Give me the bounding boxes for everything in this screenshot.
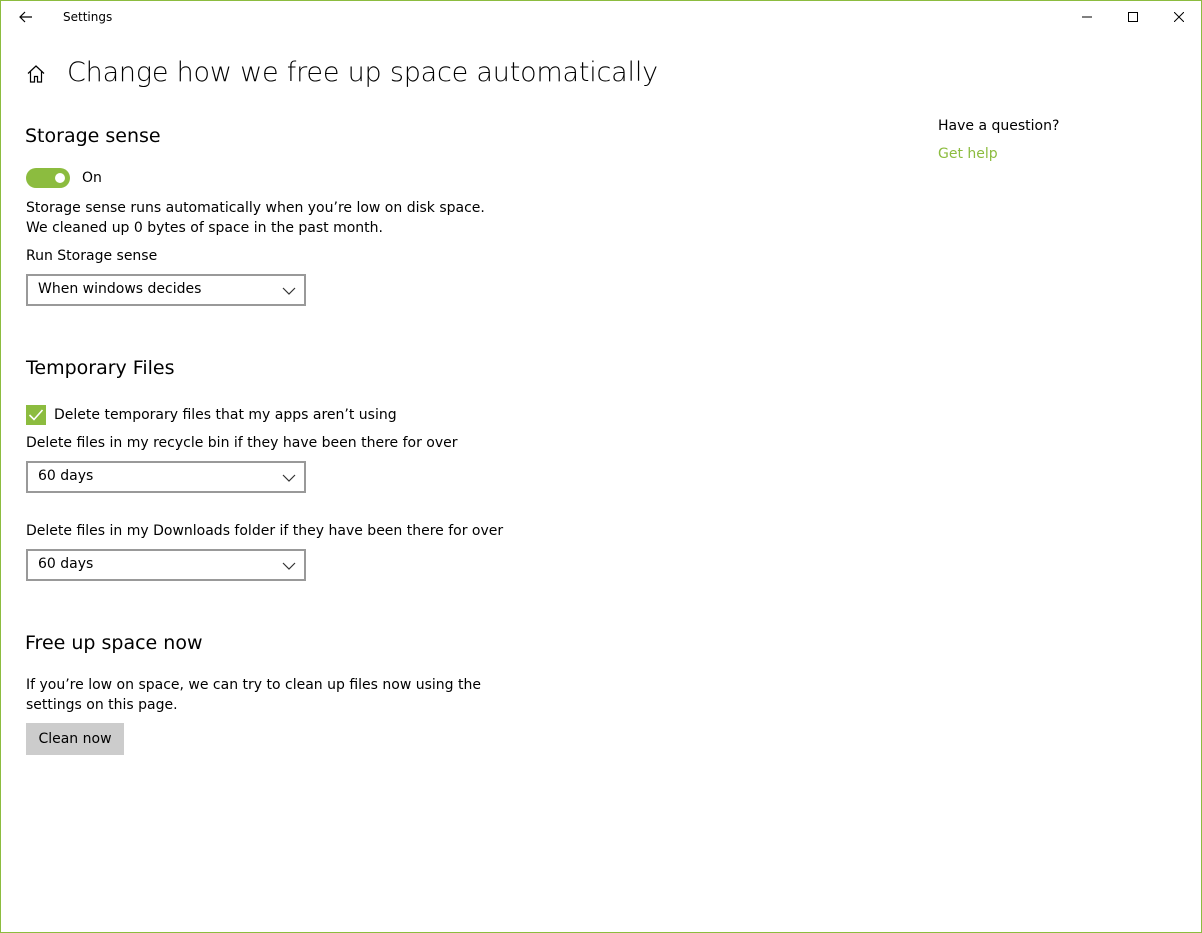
- recycle-bin-dropdown[interactable]: [26, 461, 306, 493]
- maximize-button[interactable]: [1110, 1, 1156, 33]
- clean-now-button[interactable]: Clean now: [26, 723, 124, 755]
- run-storage-sense-dropdown[interactable]: [26, 274, 306, 306]
- chevron-down-icon: [282, 284, 296, 298]
- run-storage-sense-label: Run Storage sense: [26, 248, 158, 264]
- maximize-icon: [1128, 12, 1138, 22]
- delete-temp-files-label: Delete temporary files that my apps aren’t using: [54, 407, 397, 423]
- downloads-dropdown[interactable]: [26, 549, 306, 581]
- minimize-icon: [1082, 12, 1092, 22]
- app-title: Settings: [63, 10, 113, 24]
- free-up-description-1: If you’re low on space, we can try to clean up files now using the: [26, 677, 481, 693]
- get-help-link[interactable]: Get help: [938, 146, 998, 162]
- back-button[interactable]: [9, 1, 43, 33]
- page-title: Change how we free up space automatically: [67, 57, 658, 88]
- title-bar: [1, 1, 1201, 33]
- storage-sense-description-1: Storage sense runs automatically when you’re low on disk space.: [26, 200, 485, 216]
- free-up-description-2: settings on this page.: [26, 697, 178, 713]
- chevron-down-icon: [282, 471, 296, 485]
- storage-sense-toggle[interactable]: [26, 168, 70, 188]
- minimize-button[interactable]: [1064, 1, 1110, 33]
- free-up-space-heading: Free up space now: [25, 632, 203, 654]
- close-button[interactable]: [1156, 1, 1202, 33]
- home-button[interactable]: [23, 61, 49, 87]
- back-arrow-icon: [19, 11, 33, 23]
- recycle-bin-label: Delete files in my recycle bin if they have been there for over: [26, 435, 458, 451]
- storage-sense-description-2: We cleaned up 0 bytes of space in the past month.: [26, 220, 383, 236]
- toggle-knob: [55, 173, 65, 183]
- downloads-value: 60 days: [38, 556, 94, 572]
- close-icon: [1174, 12, 1184, 22]
- temporary-files-heading: Temporary Files: [26, 357, 175, 379]
- home-icon: [26, 64, 46, 84]
- checkmark-icon: [28, 408, 44, 422]
- toggle-state-label: On: [82, 170, 102, 186]
- delete-temp-files-checkbox[interactable]: [26, 405, 46, 425]
- chevron-down-icon: [282, 559, 296, 573]
- storage-sense-heading: Storage sense: [25, 125, 161, 147]
- recycle-bin-value: 60 days: [38, 468, 94, 484]
- run-storage-sense-value: When windows decides: [38, 281, 202, 297]
- downloads-label: Delete files in my Downloads folder if they have been there for over: [26, 523, 504, 539]
- help-question: Have a question?: [938, 118, 1060, 134]
